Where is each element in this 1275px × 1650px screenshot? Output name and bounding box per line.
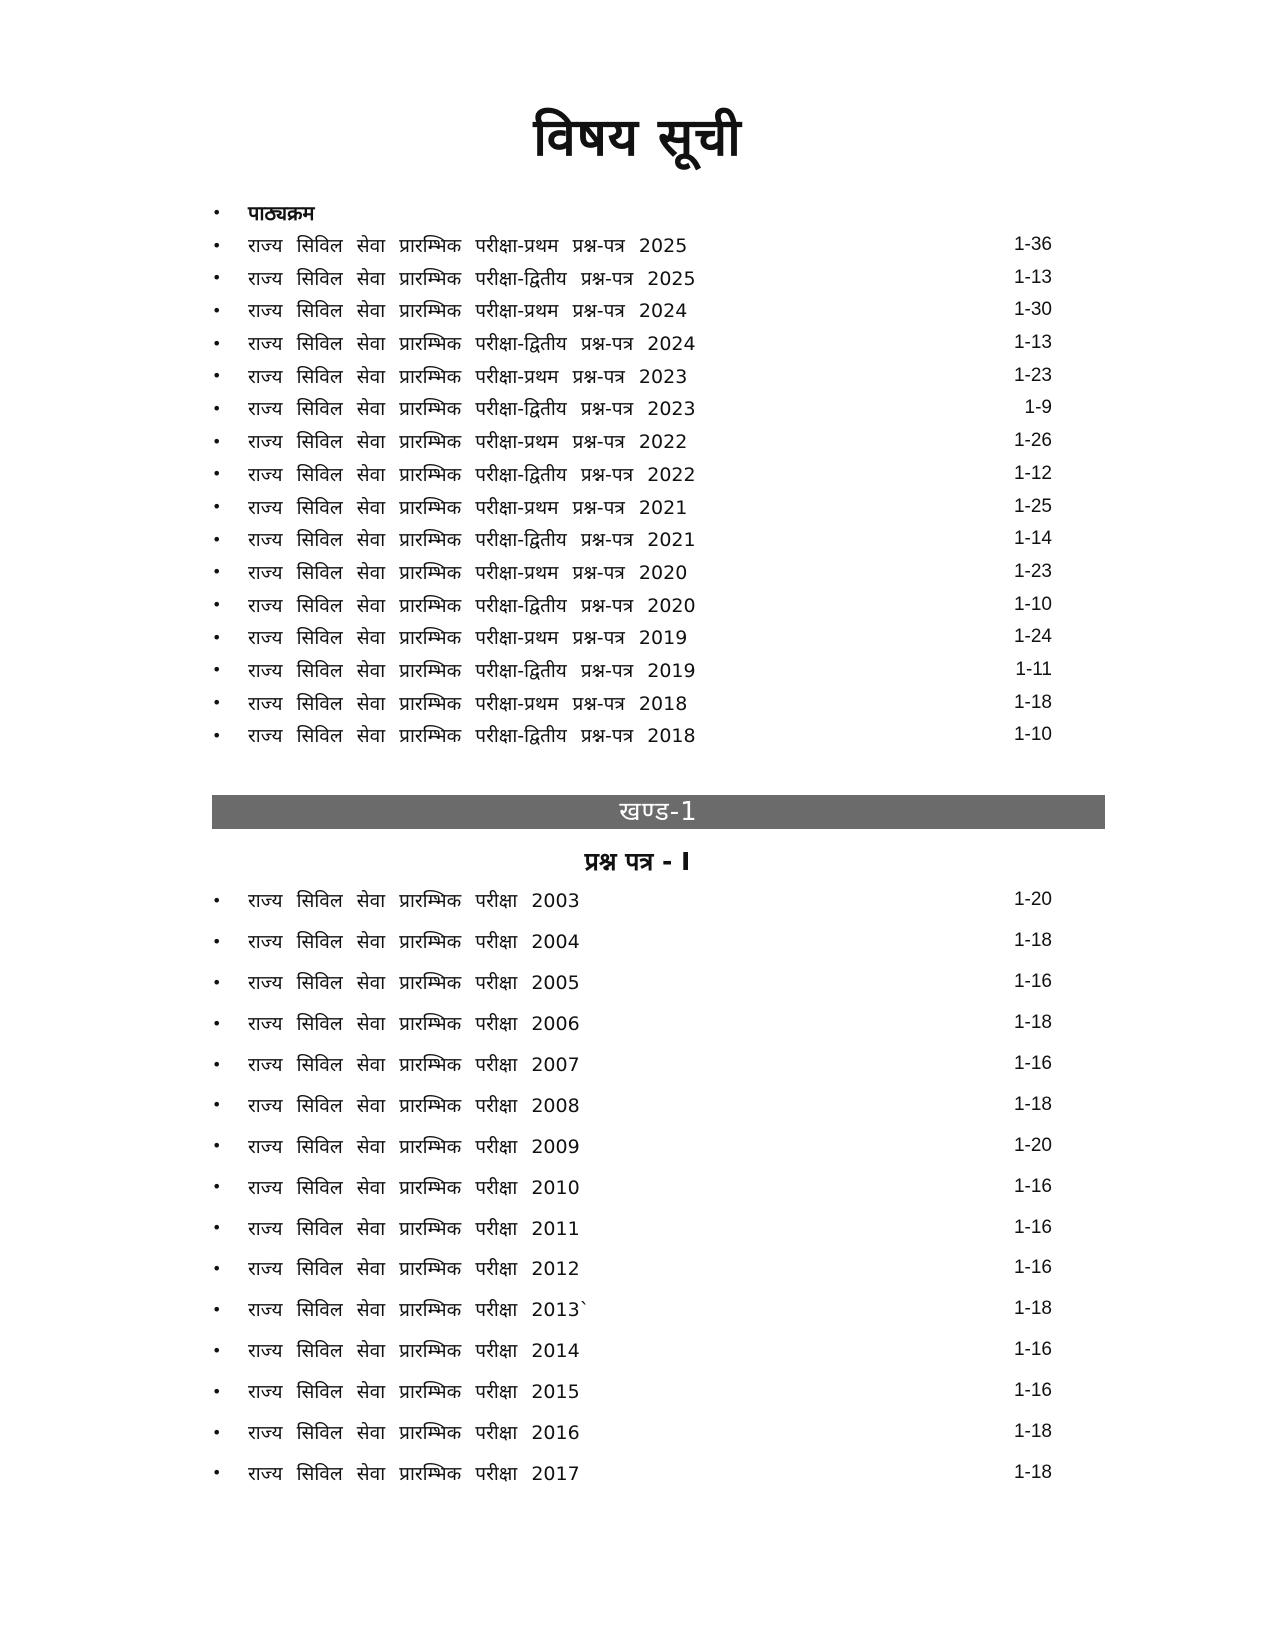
toc-entry[interactable] [212, 1125, 1052, 1166]
toc-entry[interactable] [212, 425, 1052, 458]
toc-entry-pages: 1-18 [1013, 1298, 1052, 1320]
toc-entry-label: राज्य सिविल सेवा प्रारम्भिक परीक्षा 2016 [248, 1422, 580, 1445]
toc-entry-pages: 1-18 [1013, 1421, 1052, 1443]
bullet-icon: • [212, 529, 222, 549]
toc-entry-pages: 1-24 [1013, 626, 1052, 648]
bullet-icon: • [212, 1013, 222, 1033]
toc-entry-label: राज्य सिविल सेवा प्रारम्भिक परीक्षा 2007 [248, 1054, 580, 1076]
toc-entry-pages: 1-23 [1013, 364, 1052, 386]
toc-entry-pages: 1-10 [1013, 593, 1052, 615]
toc-entry-label: राज्य सिविल सेवा प्रारम्भिक परीक्षा 2013` [248, 1299, 590, 1322]
toc-entry-pages: 1-13 [1013, 266, 1052, 288]
toc-entry-label: राज्य सिविल सेवा प्रारम्भिक परीक्षा 2010 [248, 1176, 580, 1199]
toc-entry-pages: 1-16 [1013, 1257, 1052, 1279]
toc-entry-label: राज्य सिविल सेवा प्रारम्भिक परीक्षा-द्वितीय प्रश्न-पत्र 2022 [248, 463, 696, 486]
toc-entry-label: राज्य सिविल सेवा प्रारम्भिक परीक्षा 2015 [248, 1381, 580, 1404]
bullet-icon: • [212, 562, 222, 582]
bullet-icon: • [212, 972, 222, 992]
toc-entry-label: राज्य सिविल सेवा प्रारम्भिक परीक्षा-प्रथम प्रश्न-पत्र 2021 [248, 496, 688, 519]
toc-entry-label: राज्य सिविल सेवा प्रारम्भिक परीक्षा-द्वितीय प्रश्न-पत्र 2023 [248, 398, 696, 421]
toc-entry-pages: 1-18 [1013, 1012, 1052, 1034]
toc-entry[interactable] [212, 880, 1052, 921]
toc-entry[interactable] [212, 962, 1052, 1003]
bullet-icon: • [212, 333, 222, 353]
bullet-icon: • [212, 1095, 222, 1115]
toc-entry-pages: 1-18 [1013, 930, 1052, 952]
toc-entry-label: पाठ्यक्रम [248, 200, 315, 225]
bullet-icon: • [212, 1340, 222, 1360]
toc-entry[interactable] [212, 1084, 1052, 1125]
toc-entry-pages: 1-13 [1013, 332, 1052, 354]
toc-entry-label: राज्य सिविल सेवा प्रारम्भिक परीक्षा 2011 [248, 1217, 580, 1240]
toc-entry-pages: 1-10 [1013, 724, 1052, 746]
page-title: विषय सूची [533, 108, 742, 168]
toc-entry-pages: 1-20 [1013, 889, 1052, 911]
bullet-icon: • [212, 1218, 222, 1238]
toc-entry[interactable] [212, 229, 1052, 262]
toc-entry-label: राज्य सिविल सेवा प्रारम्भिक परीक्षा 2006 [248, 1013, 580, 1036]
bullet-icon: • [212, 1136, 222, 1156]
bullet-icon: • [212, 595, 222, 615]
toc-entry-pages: 1-9 [1024, 397, 1052, 419]
toc-entry[interactable] [212, 392, 1052, 425]
toc-entry-label: राज्य सिविल सेवा प्रारम्भिक परीक्षा-द्वितीय प्रश्न-पत्र 2020 [248, 594, 696, 617]
section-subheading: प्रश्न पत्र - I [584, 847, 691, 876]
bullet-icon: • [212, 464, 222, 484]
toc-entry-label: राज्य सिविल सेवा प्रारम्भिक परीक्षा-द्वितीय प्रश्न-पत्र 2018 [248, 725, 696, 748]
toc-entry-label: राज्य सिविल सेवा प्रारम्भिक परीक्षा-द्वितीय प्रश्न-पत्र 2019 [248, 659, 696, 682]
section-list [212, 880, 1052, 1493]
toc-entry[interactable] [212, 523, 1052, 556]
toc-entry[interactable] [212, 359, 1052, 392]
bullet-icon: • [212, 693, 222, 713]
toc-entry-pages: 1-16 [1013, 971, 1052, 993]
bullet-icon: • [212, 398, 222, 418]
toc-entry[interactable] [212, 1207, 1052, 1248]
bullet-icon: • [212, 1381, 222, 1401]
toc-entry-pages: 1-16 [1013, 1380, 1052, 1402]
toc-entry-label: राज्य सिविल सेवा प्रारम्भिक परीक्षा-प्रथम प्रश्न-पत्र 2024 [248, 300, 688, 323]
toc-entry[interactable] [212, 1044, 1052, 1085]
toc-entry[interactable] [212, 458, 1052, 491]
toc-entry-pages: 1-16 [1013, 1339, 1052, 1361]
toc-entry-label: राज्य सिविल सेवा प्रारम्भिक परीक्षा-द्वितीय प्रश्न-पत्र 2024 [248, 333, 696, 356]
toc-entry[interactable] [212, 719, 1052, 752]
toc-entry-label: राज्य सिविल सेवा प्रारम्भिक परीक्षा-प्रथम प्रश्न-पत्र 2025 [248, 235, 688, 258]
toc-entry-pages: 1-12 [1013, 462, 1052, 484]
bullet-icon: • [212, 497, 222, 517]
toc-entry-pages: 1-18 [1013, 1093, 1052, 1115]
toc-entry-label: राज्य सिविल सेवा प्रारम्भिक परीक्षा-प्रथम प्रश्न-पत्र 2019 [248, 627, 688, 650]
toc-entry[interactable] [212, 1166, 1052, 1207]
toc-entry[interactable] [212, 1289, 1052, 1330]
bullet-icon: • [212, 660, 222, 680]
toc-entry-pages: 1-23 [1013, 560, 1052, 582]
toc-entry-label: राज्य सिविल सेवा प्रारम्भिक परीक्षा 2005 [248, 972, 580, 995]
toc-entry[interactable] [212, 1248, 1052, 1289]
bullet-icon: • [212, 725, 222, 745]
toc-entry-label: राज्य सिविल सेवा प्रारम्भिक परीक्षा 2003 [248, 890, 580, 913]
contents-list [212, 196, 1052, 752]
toc-entry[interactable] [212, 490, 1052, 523]
bullet-icon: • [212, 300, 222, 320]
bullet-icon: • [212, 202, 222, 222]
toc-entry-pages: 1-20 [1013, 1134, 1052, 1156]
bullet-icon: • [212, 431, 222, 451]
toc-entry-label: राज्य सिविल सेवा प्रारम्भिक परीक्षा 2014 [248, 1340, 580, 1363]
bullet-icon: • [212, 1054, 222, 1074]
toc-entry-label: राज्य सिविल सेवा प्रारम्भिक परीक्षा-प्रथम प्रश्न-पत्र 2023 [248, 365, 688, 388]
toc-entry-label: राज्य सिविल सेवा प्रारम्भिक परीक्षा 2012 [248, 1258, 580, 1281]
toc-entry-pages: 1-18 [1013, 1461, 1052, 1483]
bullet-icon: • [212, 366, 222, 386]
bullet-icon: • [212, 1258, 222, 1278]
bullet-icon: • [212, 235, 222, 255]
toc-entry-pages: 1-36 [1013, 234, 1052, 256]
toc-entry[interactable] [212, 261, 1052, 294]
toc-entry-pages: 1-18 [1013, 691, 1052, 713]
bullet-icon: • [212, 1463, 222, 1483]
toc-entry[interactable] [212, 654, 1052, 687]
toc-entry[interactable] [212, 196, 1052, 229]
toc-entry-pages: 1-26 [1013, 430, 1052, 452]
toc-entry-pages: 1-16 [1013, 1175, 1052, 1197]
bullet-icon: • [212, 1177, 222, 1197]
toc-entry-label: राज्य सिविल सेवा प्रारम्भिक परीक्षा 2004 [248, 931, 580, 954]
toc-entry-pages: 1-14 [1013, 528, 1052, 550]
toc-entry[interactable] [212, 1371, 1052, 1412]
toc-entry[interactable] [212, 1412, 1052, 1453]
toc-entry-pages: 1-16 [1013, 1216, 1052, 1238]
toc-entry[interactable] [212, 686, 1052, 719]
toc-entry-pages: 1-11 [1015, 658, 1052, 680]
toc-entry-pages: 1-25 [1013, 495, 1052, 517]
toc-entry[interactable] [212, 1452, 1052, 1493]
toc-entry[interactable] [212, 556, 1052, 589]
toc-entry-label: राज्य सिविल सेवा प्रारम्भिक परीक्षा-प्रथम प्रश्न-पत्र 2022 [248, 431, 688, 454]
toc-entry[interactable] [212, 327, 1052, 360]
toc-entry[interactable] [212, 1003, 1052, 1044]
bullet-icon: • [212, 1422, 222, 1442]
toc-entry-pages: 1-30 [1013, 299, 1052, 321]
bullet-icon: • [212, 627, 222, 647]
toc-entry[interactable] [212, 621, 1052, 654]
bullet-icon: • [212, 931, 222, 951]
bullet-icon: • [212, 1299, 222, 1319]
toc-entry[interactable] [212, 921, 1052, 962]
toc-entry[interactable] [212, 588, 1052, 621]
section-banner: खण्ड-1 [212, 795, 1105, 829]
toc-entry[interactable] [212, 294, 1052, 327]
toc-entry-label: राज्य सिविल सेवा प्रारम्भिक परीक्षा-द्वितीय प्रश्न-पत्र 2025 [248, 267, 696, 290]
toc-entry-label: राज्य सिविल सेवा प्रारम्भिक परीक्षा 2009 [248, 1135, 580, 1158]
bullet-icon: • [212, 268, 222, 288]
toc-entry-pages: 1-16 [1013, 1053, 1052, 1074]
bullet-icon: • [212, 890, 222, 910]
toc-entry-label: राज्य सिविल सेवा प्रारम्भिक परीक्षा-प्रथम प्रश्न-पत्र 2018 [248, 692, 688, 715]
toc-entry-label: राज्य सिविल सेवा प्रारम्भिक परीक्षा-प्रथम प्रश्न-पत्र 2020 [248, 561, 688, 584]
toc-entry-label: राज्य सिविल सेवा प्रारम्भिक परीक्षा-द्वितीय प्रश्न-पत्र 2021 [248, 529, 696, 552]
toc-entry-label: राज्य सिविल सेवा प्रारम्भिक परीक्षा 2008 [248, 1094, 580, 1117]
toc-entry[interactable] [212, 1330, 1052, 1371]
toc-entry-label: राज्य सिविल सेवा प्रारम्भिक परीक्षा 2017 [248, 1462, 580, 1485]
